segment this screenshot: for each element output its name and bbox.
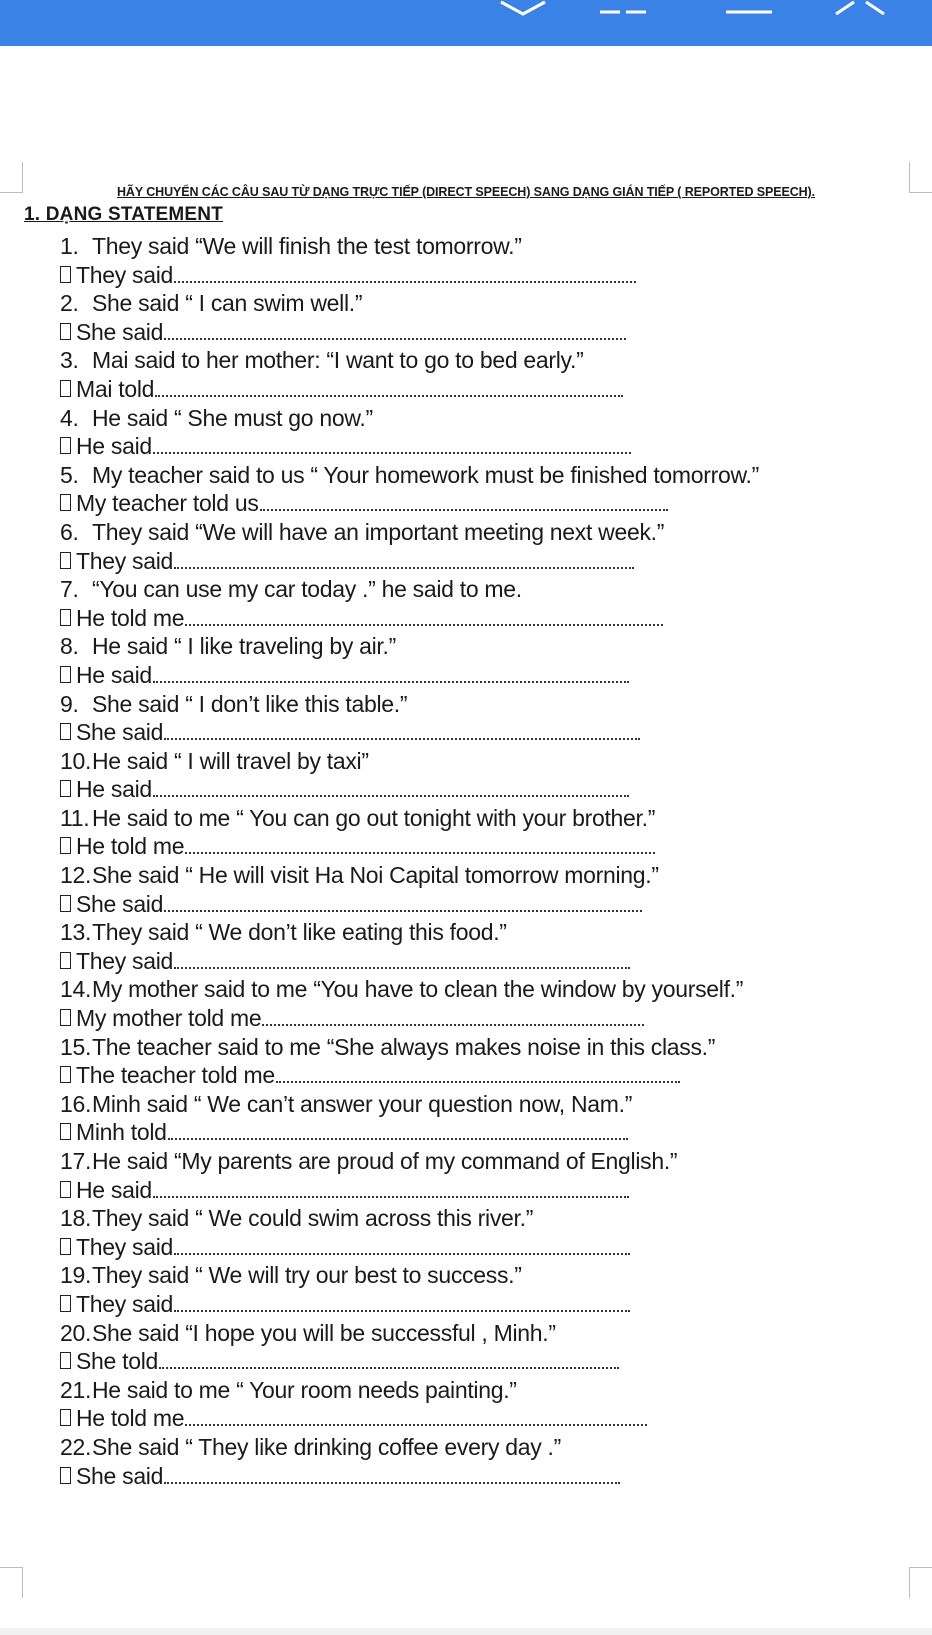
arrow-icon bbox=[60, 1009, 71, 1026]
arrow-icon bbox=[60, 895, 71, 912]
question-text: They said “ We could swim across this river.” bbox=[92, 1205, 534, 1232]
question-line bbox=[60, 1433, 920, 1462]
minimize-icon[interactable] bbox=[724, 0, 774, 18]
exercise-item bbox=[60, 1147, 920, 1204]
answer-stem: My teacher told us bbox=[76, 490, 259, 517]
answer-blank[interactable] bbox=[159, 1347, 619, 1369]
exercise-item bbox=[60, 747, 920, 804]
answer-blank[interactable] bbox=[174, 547, 634, 569]
question-text: They said “ We don’t like eating this food.” bbox=[92, 919, 507, 946]
item-number: 4. bbox=[60, 404, 79, 431]
answer-line bbox=[60, 1176, 920, 1205]
question-line bbox=[60, 518, 920, 547]
arrow-icon bbox=[60, 552, 71, 569]
crop-mark-bottom-left bbox=[0, 1567, 23, 1598]
item-number: 16. bbox=[60, 1090, 92, 1117]
question-text: Mai said to her mother: “I want to go to bed early.” bbox=[92, 347, 584, 374]
question-line bbox=[60, 632, 920, 661]
question-line bbox=[60, 461, 920, 490]
arrow-icon bbox=[60, 1123, 71, 1140]
item-number: 20. bbox=[60, 1319, 92, 1346]
section-title: 1. DẠNG STATEMENT bbox=[24, 204, 224, 225]
exercise-item bbox=[60, 861, 920, 918]
answer-line bbox=[60, 1004, 920, 1033]
item-number: 9. bbox=[60, 690, 79, 717]
item-number: 1. bbox=[60, 233, 79, 259]
answer-blank[interactable] bbox=[168, 1118, 628, 1140]
question-text: He said “ She must go now.” bbox=[92, 404, 373, 431]
arrow-icon bbox=[60, 780, 71, 797]
exercise-item bbox=[60, 1261, 920, 1318]
exercise-item bbox=[60, 1090, 920, 1147]
answer-stem: They said bbox=[76, 547, 174, 574]
answer-blank[interactable] bbox=[153, 432, 631, 454]
exercise-item bbox=[60, 804, 920, 861]
answer-blank[interactable] bbox=[164, 1462, 620, 1484]
question-line bbox=[60, 404, 920, 433]
answer-line bbox=[60, 775, 920, 804]
exercise-item bbox=[60, 918, 920, 975]
answer-blank[interactable] bbox=[185, 832, 655, 854]
arrow-icon bbox=[60, 494, 71, 511]
answer-stem: He told me bbox=[76, 833, 185, 860]
answer-stem: She said bbox=[76, 890, 164, 917]
exercise-item bbox=[60, 632, 920, 689]
answer-stem: My mother told me bbox=[76, 1005, 262, 1032]
exercise-item bbox=[60, 1204, 920, 1261]
answer-blank[interactable] bbox=[260, 489, 668, 511]
answer-blank[interactable] bbox=[153, 661, 629, 683]
close-icon[interactable] bbox=[830, 0, 890, 18]
question-line bbox=[60, 1319, 920, 1348]
question-text: Minh said “ We can’t answer your question now, Nam.” bbox=[92, 1090, 633, 1117]
answer-line bbox=[60, 1061, 920, 1090]
answer-blank[interactable] bbox=[276, 1061, 680, 1083]
question-line bbox=[60, 690, 920, 719]
answer-blank[interactable] bbox=[185, 604, 663, 626]
answer-line bbox=[60, 261, 920, 290]
question-text: He said to me “ Your room needs painting.” bbox=[92, 1376, 517, 1403]
answer-blank[interactable] bbox=[164, 890, 642, 912]
item-number: 19. bbox=[60, 1262, 92, 1289]
answer-blank[interactable] bbox=[262, 1004, 644, 1026]
question-text: He said to me “ You can go out tonight with your brother.” bbox=[92, 804, 656, 831]
answer-line bbox=[60, 661, 920, 690]
answer-line bbox=[60, 318, 920, 347]
question-line bbox=[60, 1204, 920, 1233]
question-text: My mother said to me “You have to clean the window by yourself.” bbox=[92, 976, 744, 1003]
question-line bbox=[60, 1033, 920, 1062]
exercise-item bbox=[60, 975, 920, 1032]
item-number: 10. bbox=[60, 747, 92, 774]
item-number: 5. bbox=[60, 461, 79, 488]
question-line bbox=[60, 918, 920, 947]
arrow-icon bbox=[60, 1181, 71, 1198]
app-toolbar bbox=[0, 0, 932, 46]
question-line bbox=[60, 1147, 920, 1176]
question-line bbox=[60, 804, 920, 833]
answer-stem: She said bbox=[76, 318, 164, 345]
item-number: 6. bbox=[60, 518, 79, 545]
exercise-item bbox=[60, 1433, 920, 1490]
arrow-icon bbox=[60, 666, 71, 683]
question-line bbox=[60, 575, 920, 604]
question-line bbox=[60, 861, 920, 890]
answer-stem: Minh told bbox=[76, 1119, 167, 1146]
answer-line bbox=[60, 1290, 920, 1319]
answer-line bbox=[60, 1118, 920, 1147]
question-text: He said “My parents are proud of my command of English.” bbox=[92, 1148, 678, 1174]
question-text: My teacher said to us “ Your homework must be finished tomorrow.” bbox=[92, 461, 759, 488]
item-number: 22. bbox=[60, 1433, 92, 1460]
answer-stem: They said bbox=[76, 261, 174, 288]
question-line bbox=[60, 975, 920, 1004]
arrow-icon bbox=[60, 1409, 71, 1426]
answer-line bbox=[60, 489, 920, 518]
answer-line bbox=[60, 947, 920, 976]
answer-line bbox=[60, 547, 920, 576]
exercise-item bbox=[60, 461, 920, 518]
answer-stem: The teacher told me bbox=[76, 1062, 275, 1089]
item-number: 7. bbox=[60, 576, 79, 603]
question-text: He said “ I will travel by taxi” bbox=[92, 747, 369, 774]
question-text: They said “We will finish the test tomorrow.” bbox=[92, 233, 522, 259]
exercise-item bbox=[60, 575, 920, 632]
question-text: The teacher said to me “She always makes noise in this class.” bbox=[92, 1033, 716, 1060]
item-number: 3. bbox=[60, 347, 79, 374]
answer-stem: She said bbox=[76, 1462, 164, 1489]
answer-line bbox=[60, 604, 920, 633]
answer-stem: They said bbox=[76, 947, 174, 974]
exercise-heading: HÃY CHUYỂN CÁC CÂU SAU TỪ DẠNG TRỰC TIẾP (DIRECT SPEECH) SANG DẠNG GIÁN TIẾP ( REPORTED SPEECH). bbox=[116, 185, 815, 199]
question-line bbox=[60, 1090, 920, 1119]
question-line bbox=[60, 747, 920, 776]
question-text: She said “ I can swim well.” bbox=[92, 290, 363, 317]
question-text: “You can use my car today .” he said to me. bbox=[92, 576, 522, 603]
answer-blank[interactable] bbox=[153, 1176, 629, 1198]
answer-stem: He said bbox=[76, 661, 152, 688]
answer-blank[interactable] bbox=[153, 775, 629, 797]
arrow-icon bbox=[60, 323, 71, 340]
item-number: 18. bbox=[60, 1205, 92, 1232]
item-number: 13. bbox=[60, 919, 92, 946]
answer-stem: She said bbox=[76, 719, 164, 746]
item-number: 2. bbox=[60, 290, 79, 317]
exercise-item bbox=[60, 690, 920, 747]
question-text: She said “ I don’t like this table.” bbox=[92, 690, 408, 717]
question-text: They said “ We will try our best to success.” bbox=[92, 1262, 522, 1289]
answer-line bbox=[60, 1233, 920, 1262]
question-line bbox=[60, 1376, 920, 1405]
exercise-item bbox=[60, 1319, 920, 1376]
exercise-item bbox=[60, 289, 920, 346]
arrow-icon bbox=[60, 609, 71, 626]
answer-blank[interactable] bbox=[174, 1290, 630, 1312]
answer-line bbox=[60, 890, 920, 919]
exercise-item bbox=[60, 1376, 920, 1433]
answer-line bbox=[60, 718, 920, 747]
item-number: 8. bbox=[60, 633, 79, 660]
crop-mark-bottom-right bbox=[909, 1567, 932, 1598]
arrow-icon bbox=[60, 437, 71, 454]
exercise-item bbox=[60, 518, 920, 575]
answer-stem: He said bbox=[76, 776, 152, 803]
answer-line bbox=[60, 1347, 920, 1376]
item-number: 21. bbox=[60, 1376, 92, 1403]
exercise-item bbox=[60, 404, 920, 461]
answer-blank[interactable] bbox=[185, 1404, 647, 1426]
arrow-icon bbox=[60, 266, 71, 283]
answer-stem: She told bbox=[76, 1348, 158, 1375]
answer-blank[interactable] bbox=[174, 261, 636, 283]
question-text: She said “ He will visit Ha Noi Capital tomorrow morning.” bbox=[92, 862, 659, 889]
answer-blank[interactable] bbox=[164, 718, 640, 740]
answer-blank[interactable] bbox=[164, 318, 626, 340]
answer-blank[interactable] bbox=[174, 1233, 630, 1255]
item-number: 15. bbox=[60, 1033, 92, 1060]
arrow-icon bbox=[60, 1352, 71, 1369]
item-number: 14. bbox=[60, 976, 92, 1003]
answer-stem: He told me bbox=[76, 1405, 185, 1432]
answer-line bbox=[60, 1404, 920, 1433]
answer-stem: He said bbox=[76, 433, 152, 460]
page-bottom-edge bbox=[0, 1628, 932, 1635]
answer-stem: They said bbox=[76, 1233, 174, 1260]
item-number: 11. bbox=[60, 804, 90, 831]
question-line bbox=[60, 232, 920, 261]
question-text: She said “I hope you will be successful , Minh.” bbox=[92, 1319, 556, 1346]
item-number: 12. bbox=[60, 862, 92, 889]
answer-line bbox=[60, 1462, 920, 1491]
question-line bbox=[60, 1261, 920, 1290]
answer-stem: They said bbox=[76, 1290, 174, 1317]
arrow-icon bbox=[60, 1467, 71, 1484]
answer-stem: He said bbox=[76, 1176, 152, 1203]
arrow-icon bbox=[60, 952, 71, 969]
exercise-item bbox=[60, 1033, 920, 1090]
exercise-list bbox=[60, 232, 920, 1490]
arrow-icon bbox=[60, 723, 71, 740]
arrow-icon bbox=[60, 1238, 71, 1255]
answer-blank[interactable] bbox=[155, 375, 623, 397]
arrow-icon bbox=[60, 1066, 71, 1083]
question-text: She said “ They like drinking coffee every day .” bbox=[92, 1433, 561, 1460]
answer-line bbox=[60, 432, 920, 461]
chevron-down-icon[interactable] bbox=[497, 0, 549, 18]
exercise-item bbox=[60, 232, 920, 289]
question-text: They said “We will have an important meeting next week.” bbox=[92, 518, 665, 545]
answer-stem: He told me bbox=[76, 604, 185, 631]
question-line bbox=[60, 346, 920, 375]
exercise-item bbox=[60, 346, 920, 403]
arrow-icon bbox=[60, 380, 71, 397]
item-number: 17. bbox=[60, 1148, 92, 1174]
split-view-icon[interactable] bbox=[598, 0, 648, 18]
question-line bbox=[60, 289, 920, 318]
answer-stem: Mai told bbox=[76, 375, 155, 402]
question-text: He said “ I like traveling by air.” bbox=[92, 633, 396, 660]
arrow-icon bbox=[60, 1295, 71, 1312]
answer-blank[interactable] bbox=[174, 947, 630, 969]
answer-line bbox=[60, 375, 920, 404]
arrow-icon bbox=[60, 837, 71, 854]
answer-line bbox=[60, 832, 920, 861]
